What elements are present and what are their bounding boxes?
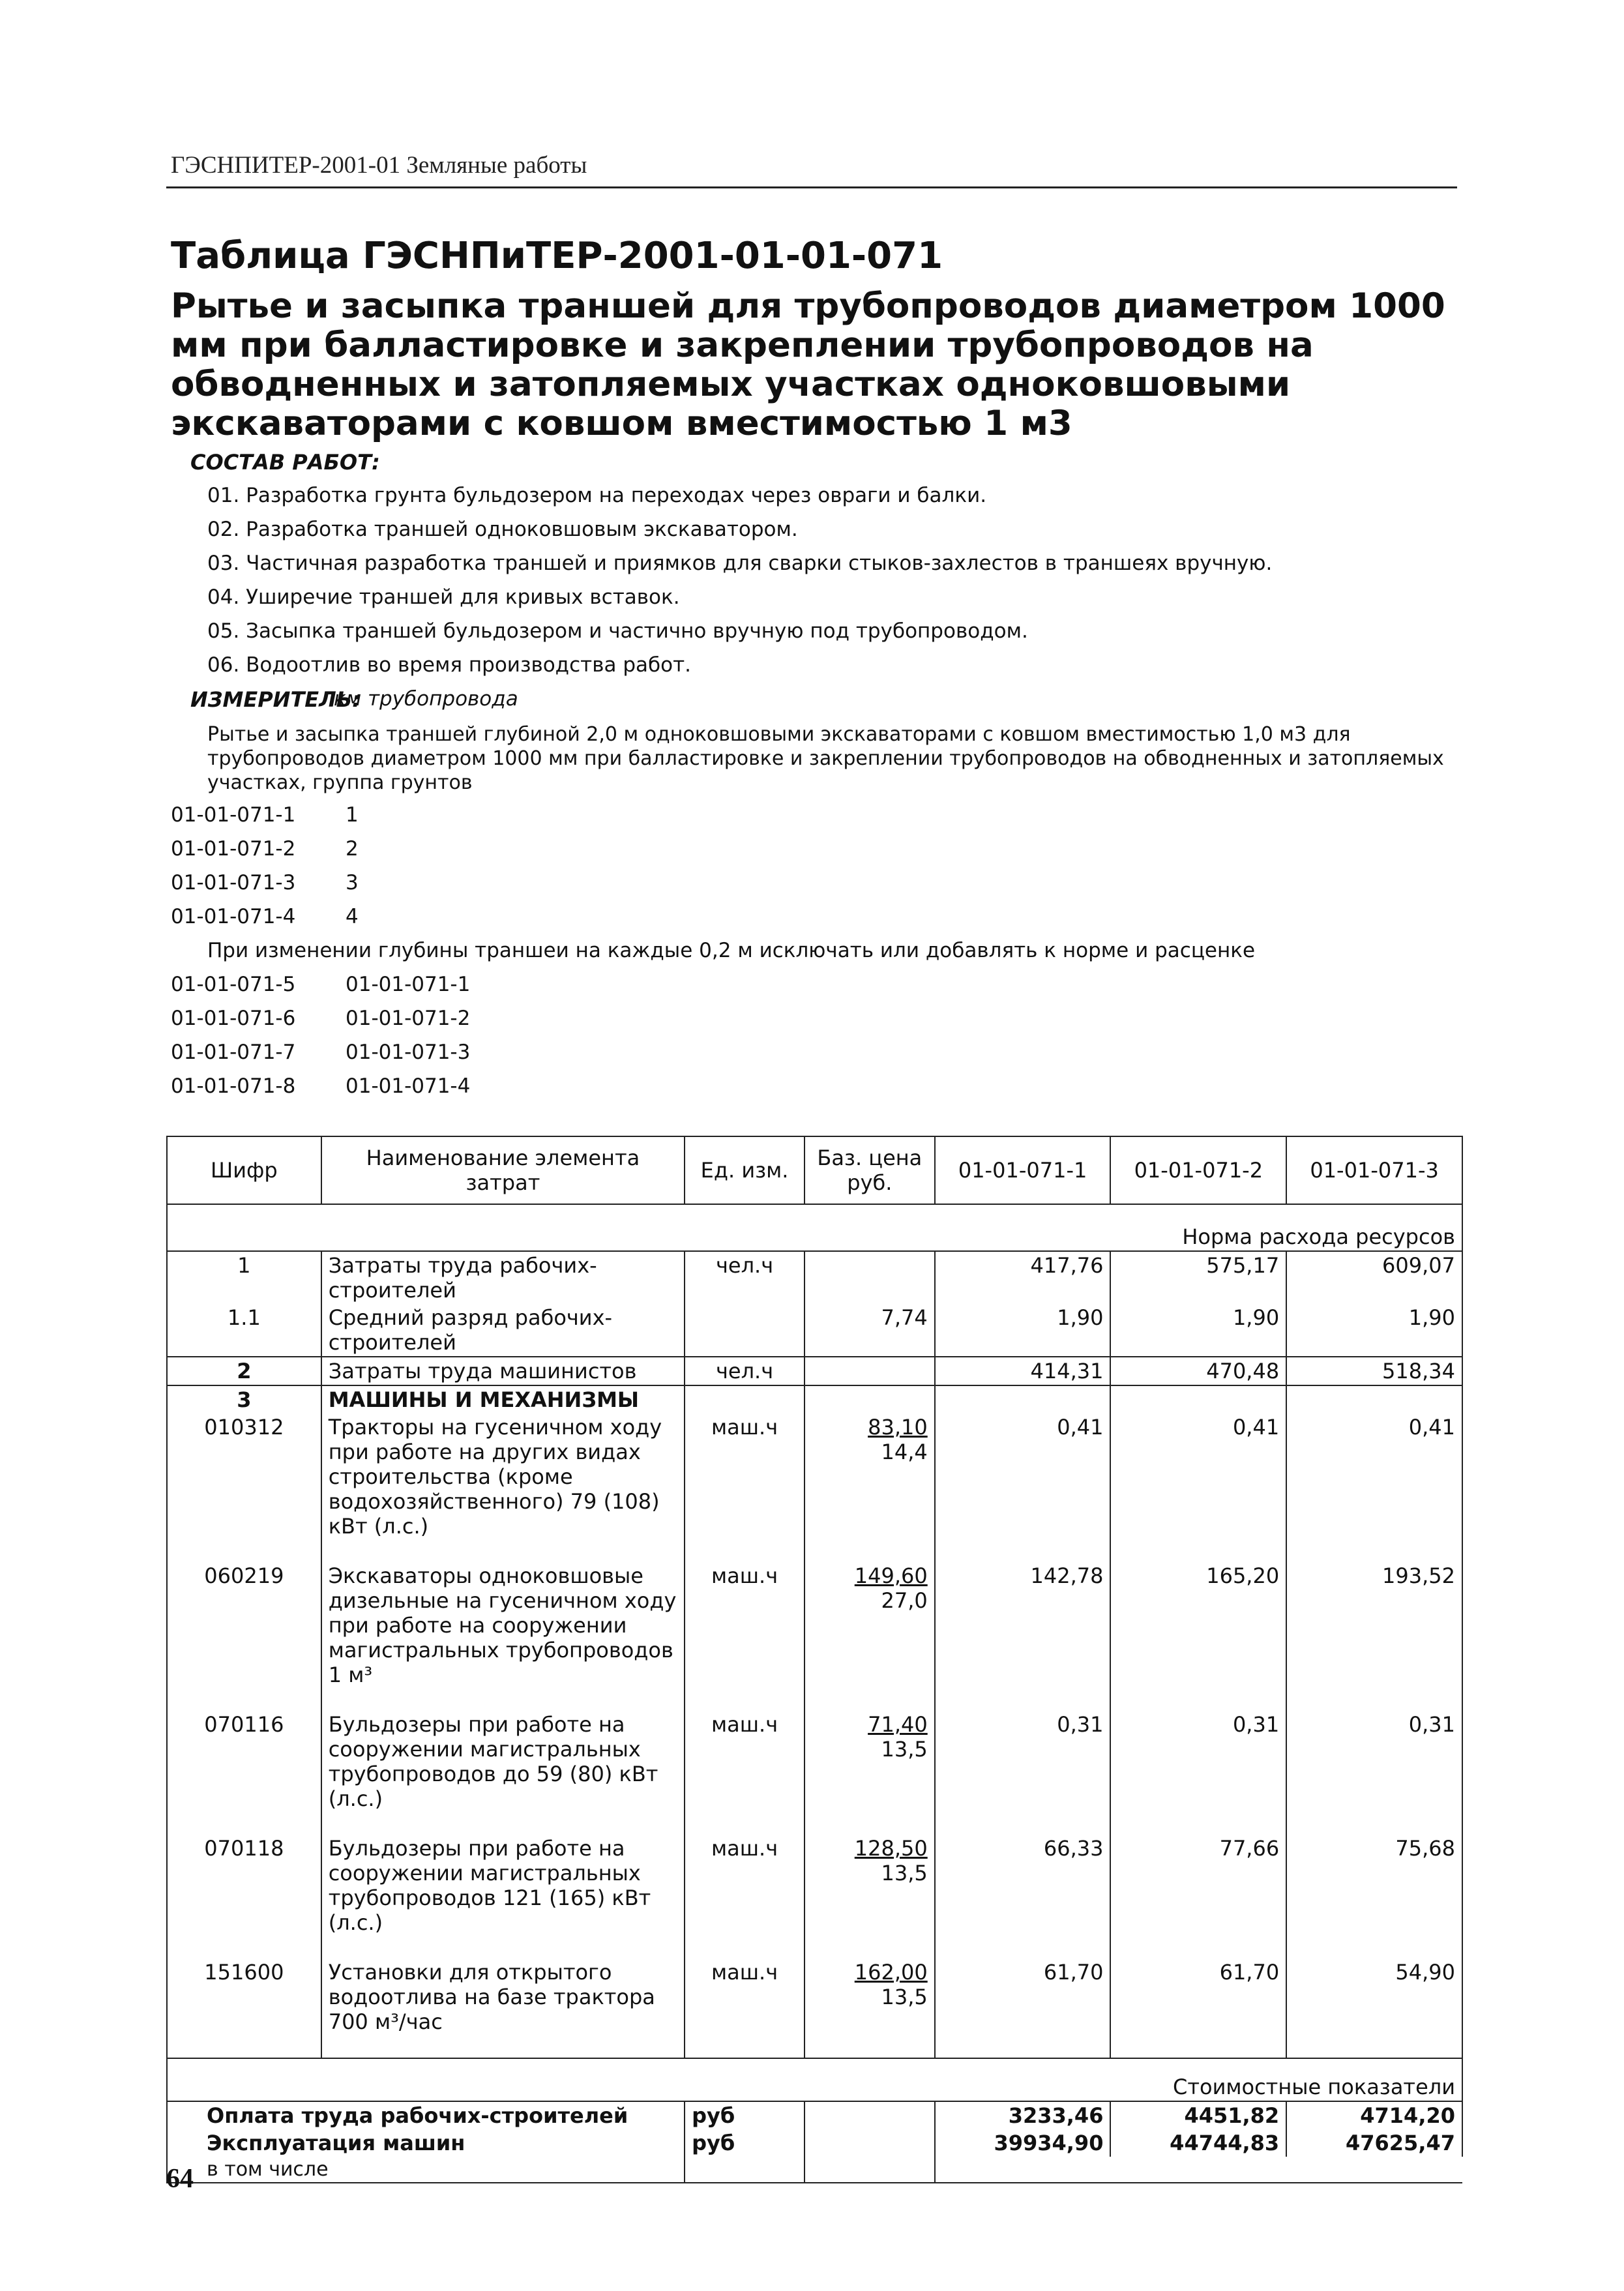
cell-value: 1,90 xyxy=(935,1304,1111,1357)
cost-row xyxy=(167,2129,1462,2157)
cell-code: 151600 xyxy=(167,1958,321,2058)
cost-value: 47625,47 xyxy=(1286,2129,1462,2157)
col-header: 01-01-071-2 xyxy=(1110,1136,1286,1204)
running-header: ГЭСНПИТЕР-2001-01 Земляные работы xyxy=(171,152,587,179)
table-row xyxy=(167,1357,1462,1385)
table-row xyxy=(167,1562,1462,1711)
cell-price: 71,40 xyxy=(868,1712,928,1737)
norm-label: Норма расхода ресурсов xyxy=(167,1204,1462,1251)
cell-code: 060219 xyxy=(167,1562,321,1711)
cell-value: 0,31 xyxy=(935,1711,1111,1835)
cost-unit: руб xyxy=(685,2101,805,2129)
depth-code: 01-01-071-5 xyxy=(171,973,296,996)
cell-code: 070118 xyxy=(167,1835,321,1958)
cell-unit: чел.ч xyxy=(685,1251,805,1304)
cell-code: 1 xyxy=(167,1251,321,1304)
depth-note: При изменении глубины траншеи на каждые 0,2 м исключать или добавлять к норме и расценке xyxy=(207,939,1256,962)
cell-unit: маш.ч xyxy=(685,1958,805,2058)
table-title: Таблица ГЭСНПиТЕР-2001-01-01-071 xyxy=(171,235,943,277)
cell-value: 61,70 xyxy=(935,1958,1111,2058)
cell-value: 54,90 xyxy=(1286,1958,1462,2058)
cell-value: 66,33 xyxy=(935,1835,1111,1958)
cost-label-row xyxy=(167,2058,1462,2101)
col-header: Шифр xyxy=(167,1136,321,1204)
main-title: Рытье и засыпка траншей для трубопроводов диаметром 1000 мм при балластировке и закреплении трубопроводов на обводненных и затопляемых участках одноковшовыми экскаваторами с ковшом вместимостью 1 м3 xyxy=(171,286,1445,443)
cell-price: 149,60 xyxy=(854,1563,928,1588)
cost-value: 4451,82 xyxy=(1110,2101,1286,2129)
depth-ref: 01-01-071-4 xyxy=(346,1074,471,1098)
cell-price xyxy=(805,1357,935,1385)
cell-name: Экскаваторы одноковшовые дизельные на гусеничном ходу при работе на сооружении магистральных трубопроводов 1 м³ xyxy=(321,1562,685,1711)
cell-code: 070116 xyxy=(167,1711,321,1835)
cell-unit xyxy=(685,1304,805,1357)
depth-code: 01-01-071-7 xyxy=(171,1041,296,1064)
cost-value: 44744,83 xyxy=(1110,2129,1286,2157)
page-number: 64 xyxy=(166,2164,194,2194)
table-header-row xyxy=(167,1136,1462,1204)
cell-value: 165,20 xyxy=(1110,1562,1286,1711)
work-item-6: 06. Водоотлив во время производства работ. xyxy=(207,653,692,677)
cell-code: 2 xyxy=(167,1357,321,1385)
cell-price: 7,74 xyxy=(805,1304,935,1357)
cost-name: Эксплуатация машин xyxy=(167,2129,685,2157)
work-item-3: 03. Частичная разработка траншей и приямков для сварки стыков-захлестов в траншеях вручную. xyxy=(207,552,1273,575)
cell-value: 0,41 xyxy=(1110,1413,1286,1562)
cell-name: Установки для открытого водоотлива на базе трактора 700 м³/час xyxy=(321,1958,685,2058)
cell-unit: маш.ч xyxy=(685,1413,805,1562)
cell-price xyxy=(805,1251,935,1304)
cost-label: Стоимостные показатели xyxy=(167,2058,1462,2101)
cell-value: 61,70 xyxy=(1110,1958,1286,2058)
table-row xyxy=(167,1413,1462,1562)
group-value: 2 xyxy=(346,837,359,861)
cost-value: 39934,90 xyxy=(935,2129,1111,2157)
cell-unit: маш.ч xyxy=(685,1835,805,1958)
cell-value: 609,07 xyxy=(1286,1251,1462,1304)
cost-name: Оплата труда рабочих-строителей xyxy=(167,2101,685,2129)
cell-unit: чел.ч xyxy=(685,1357,805,1385)
cost-value: 4714,20 xyxy=(1286,2101,1462,2129)
cell-price-salary: 14,4 xyxy=(881,1440,928,1464)
depth-ref: 01-01-071-3 xyxy=(346,1041,471,1064)
cell-name: Затраты труда рабочих-строителей xyxy=(321,1251,685,1304)
work-label: СОСТАВ РАБОТ: xyxy=(190,450,380,475)
cell-price-salary: 13,5 xyxy=(881,1737,928,1762)
work-item-2: 02. Разработка траншей одноковшовым экскаватором. xyxy=(207,518,798,541)
cost-value: 3233,46 xyxy=(935,2101,1111,2129)
work-item-1: 01. Разработка грунта бульдозером на переходах через овраги и балки. xyxy=(207,484,987,507)
table-row xyxy=(167,1711,1462,1835)
table-row xyxy=(167,1835,1462,1958)
col-header: 01-01-071-3 xyxy=(1286,1136,1462,1204)
cell-value: 0,31 xyxy=(1286,1711,1462,1835)
cell-name: Тракторы на гусеничном ходу при работе на других видах строительства (кроме водохозяйственного) 79 (108) кВт (л.с.) xyxy=(321,1413,685,1562)
cell-value: 575,17 xyxy=(1110,1251,1286,1304)
table-row xyxy=(167,1385,1462,1413)
cell-code: 1.1 xyxy=(167,1304,321,1357)
cell-name: МАШИНЫ И МЕХАНИЗМЫ xyxy=(321,1385,685,1413)
col-header: Наименование элемента затрат xyxy=(321,1136,685,1204)
depth-ref: 01-01-071-1 xyxy=(346,973,471,996)
cell-value: 75,68 xyxy=(1286,1835,1462,1958)
cell-code: 3 xyxy=(167,1385,321,1413)
cell-code: 010312 xyxy=(167,1413,321,1562)
table-row xyxy=(167,1251,1462,1304)
incl-label: в том числе xyxy=(167,2157,685,2183)
cost-unit: руб xyxy=(685,2129,805,2157)
group-code: 01-01-071-1 xyxy=(171,803,296,827)
cell-value: 1,90 xyxy=(1110,1304,1286,1357)
col-header: Баз. цена руб. xyxy=(805,1136,935,1204)
cell-name: Бульдозеры при работе на сооружении магистральных трубопроводов до 59 (80) кВт (л.с.) xyxy=(321,1711,685,1835)
meter-value: км трубопровода xyxy=(334,687,518,711)
col-header: Ед. изм. xyxy=(685,1136,805,1204)
cell-value: 417,76 xyxy=(935,1251,1111,1304)
depth-ref: 01-01-071-2 xyxy=(346,1007,471,1030)
cell-value: 470,48 xyxy=(1110,1357,1286,1385)
col-header: 01-01-071-1 xyxy=(935,1136,1111,1204)
group-value: 1 xyxy=(346,803,359,827)
cell-value: 518,34 xyxy=(1286,1357,1462,1385)
cell-unit: маш.ч xyxy=(685,1562,805,1711)
cell-price-salary: 13,5 xyxy=(881,1861,928,1885)
depth-code: 01-01-071-6 xyxy=(171,1007,296,1030)
norm-row xyxy=(167,1204,1462,1251)
group-value: 3 xyxy=(346,871,359,894)
cell-name: Средний разряд рабочих-строителей xyxy=(321,1304,685,1357)
cell-value: 77,66 xyxy=(1110,1835,1286,1958)
cell-value: 142,78 xyxy=(935,1562,1111,1711)
cell-value: 1,90 xyxy=(1286,1304,1462,1357)
meter-label: ИЗМЕРИТЕЛЬ: xyxy=(190,687,361,712)
cell-value: 0,31 xyxy=(1110,1711,1286,1835)
work-item-5: 05. Засыпка траншей бульдозером и частично вручную под трубопроводом. xyxy=(207,619,1028,643)
cell-price: 83,10 xyxy=(868,1415,928,1440)
group-value: 4 xyxy=(346,905,359,928)
cell-value: 0,41 xyxy=(935,1413,1111,1562)
cell-price-salary: 27,0 xyxy=(881,1588,928,1613)
group-code: 01-01-071-4 xyxy=(171,905,296,928)
description: Рытье и засыпка траншей глубиной 2,0 м одноковшовыми экскаваторами с ковшом вместимостью 1,0 м3 для трубопроводов диаметром 1000 мм при балластировке и закреплении трубопроводов на обводненных и затопляемых участках, группа грунтов xyxy=(207,723,1444,794)
cell-price: 162,00 xyxy=(854,1960,928,1985)
depth-code: 01-01-071-8 xyxy=(171,1074,296,1098)
header-divider xyxy=(166,186,1457,188)
cell-value: 193,52 xyxy=(1286,1562,1462,1711)
incl-row xyxy=(167,2157,1462,2183)
cell-value: 414,31 xyxy=(935,1357,1111,1385)
resource-table xyxy=(166,1136,1463,2183)
table-row xyxy=(167,1958,1462,2058)
cell-name: Бульдозеры при работе на сооружении магистральных трубопроводов 121 (165) кВт (л.с.) xyxy=(321,1835,685,1958)
cell-price: 128,50 xyxy=(854,1836,928,1861)
cell-unit: маш.ч xyxy=(685,1711,805,1835)
cell-name: Затраты труда машинистов xyxy=(321,1357,685,1385)
work-item-4: 04. Уширечие траншей для кривых вставок. xyxy=(207,585,680,609)
table-row xyxy=(167,1304,1462,1357)
group-code: 01-01-071-2 xyxy=(171,837,296,861)
cell-value: 0,41 xyxy=(1286,1413,1462,1562)
cost-row xyxy=(167,2101,1462,2129)
group-code: 01-01-071-3 xyxy=(171,871,296,894)
cell-price-salary: 13,5 xyxy=(881,1985,928,2009)
